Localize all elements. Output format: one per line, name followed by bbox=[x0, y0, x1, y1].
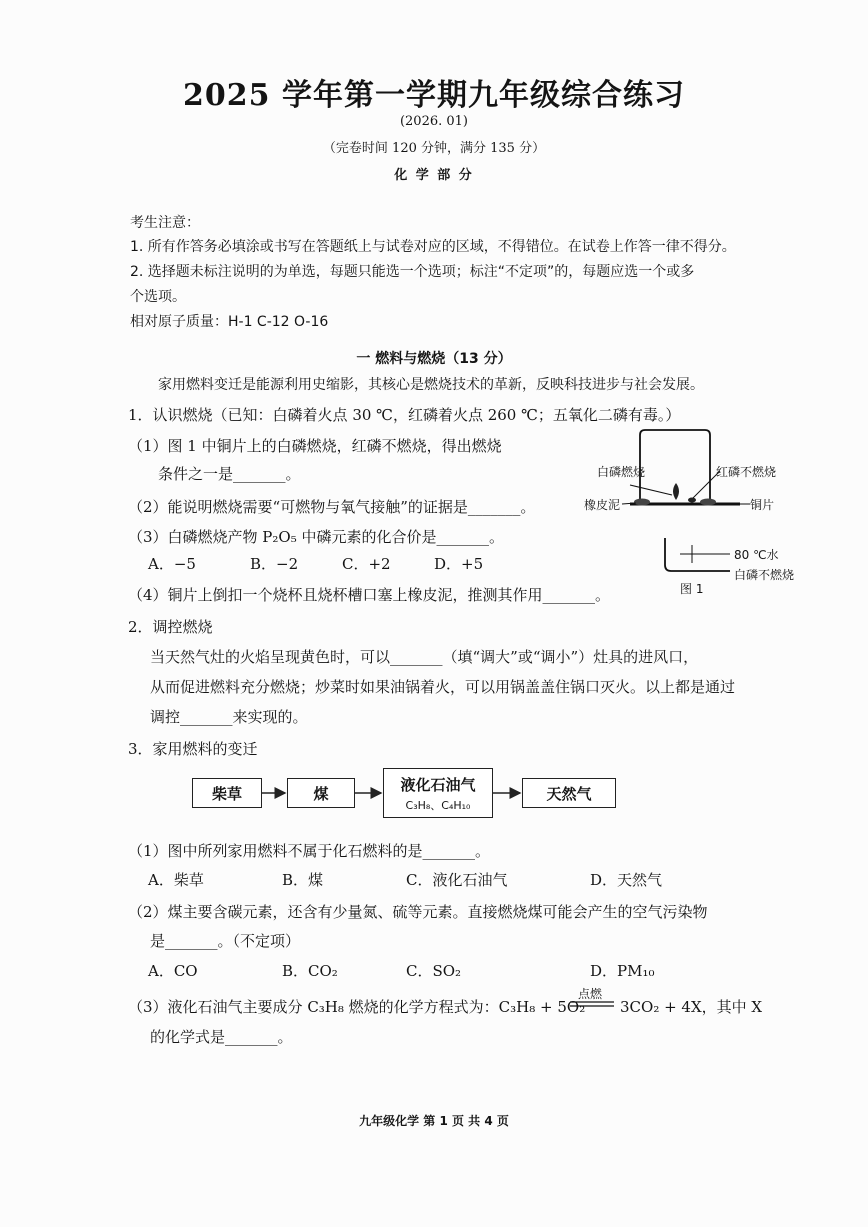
notice-item-1: 1. 所有作答务必填涂或书写在答题纸上与试卷对应的区域，不得错位。在试卷上作答一律不得分。 bbox=[130, 239, 736, 255]
q2-stem: 2．调控燃烧 bbox=[128, 618, 213, 636]
fig-label-white-p-water: 白磷不燃烧 bbox=[734, 568, 795, 582]
q3-part2-option-d: D．PM₁₀ bbox=[590, 962, 655, 980]
q1-part3: （3）白磷燃烧产物 P₂O₅ 中磷元素的化合价是_______。 bbox=[128, 528, 504, 546]
part-heading: 化 学 部 分 bbox=[394, 168, 474, 183]
q3-part1-option-d: D．天然气 bbox=[590, 871, 663, 889]
flow-step-natural-gas-label: 天然气 bbox=[546, 784, 592, 803]
q1-part1-cont: 条件之一是_______。 bbox=[158, 465, 301, 483]
flow-step-firewood-label: 柴草 bbox=[211, 784, 242, 803]
reaction-condition: 点燃 bbox=[578, 987, 603, 1001]
exam-date: (2026. 01) bbox=[399, 114, 469, 129]
section-heading: 一 燃料与燃烧（13 分） bbox=[356, 351, 512, 367]
q3-part3-cont: 的化学式是_______。 bbox=[150, 1028, 293, 1046]
fig-label-red-p: 红磷不燃烧 bbox=[716, 465, 777, 479]
q3-part2-option-c: C．SO₂ bbox=[406, 962, 462, 980]
q3-part2-cont: 是_______。（不定项） bbox=[150, 932, 301, 950]
q3-stem: 3．家用燃料的变迁 bbox=[128, 740, 258, 758]
q3-part2: （2）煤主要含碳元素，还含有少量氮、硫等元素。直接燃烧煤可能会产生的空气污染物 bbox=[128, 903, 708, 921]
q3-part1-option-a: A．柴草 bbox=[148, 871, 204, 889]
atomic-mass: 相对原子质量：H-1 C-12 O-16 bbox=[130, 314, 329, 330]
q1-part3-option-d: D．+5 bbox=[434, 555, 484, 573]
q3-part1: （1）图中所列家用燃料不属于化石燃料的是_______。 bbox=[128, 842, 491, 860]
page-title: 2025 学年第一学期九年级综合练习 bbox=[183, 78, 685, 113]
time-note: （完卷时间 120 分钟，满分 135 分） bbox=[322, 141, 546, 156]
fig-label-copper: 铜片 bbox=[750, 498, 775, 512]
section-intro: 家用燃料变迁是能源利用史缩影，其核心是燃烧技术的革新，反映科技进步与社会发展。 bbox=[158, 377, 704, 393]
equals-sign bbox=[570, 1001, 614, 1009]
q1-stem: 1．认识燃烧（已知：白磷着火点 30 ℃，红磷着火点 260 ℃；五氧化二磷有毒。） bbox=[128, 406, 681, 424]
flow-step-lpg-formula: C₃H₈、C₄H₁₀ bbox=[405, 798, 471, 812]
flow-step-lpg-label: 液化石油气 bbox=[400, 775, 476, 794]
q1-part3-option-b: B．−2 bbox=[250, 555, 299, 573]
page-footer: 九年级化学 第 1 页 共 4 页 bbox=[359, 1114, 509, 1128]
q3-part2-option-a: A．CO bbox=[148, 962, 198, 980]
notice-item-2: 2. 选择题未标注说明的为单选，每题只能选一个选项；标注“不定项”的，每题应选一个或多 bbox=[130, 264, 695, 280]
q3-part1-option-c: C．液化石油气 bbox=[406, 871, 508, 889]
q2-line3: 调控_______来实现的。 bbox=[150, 708, 308, 726]
q3-part2-option-b: B．CO₂ bbox=[282, 962, 338, 980]
notice-item-2-cont: 个选项。 bbox=[130, 289, 186, 305]
q3-part3: （3）液化石油气主要成分 C₃H₈ 燃烧的化学方程式为：C₃H₈ + 5O₂ bbox=[128, 998, 586, 1016]
q1-part1: （1）图 1 中铜片上的白磷燃烧，红磷不燃烧，得出燃烧 bbox=[128, 437, 502, 455]
figure-caption: 图 1 bbox=[680, 582, 704, 596]
q3-part1-option-b: B．煤 bbox=[282, 871, 324, 889]
notice-heading: 考生注意： bbox=[130, 215, 200, 231]
q2-line2: 从而促进燃料充分燃烧；炒菜时如果油锅着火，可以用锅盖盖住锅口灭火。以上都是通过 bbox=[150, 678, 736, 696]
fig-label-water: 80 ℃水 bbox=[734, 548, 779, 562]
q1-part4: （4）铜片上倒扣一个烧杯且烧杯槽口塞上橡皮泥，推测其作用_______。 bbox=[128, 586, 611, 604]
flow-step-coal-label: 煤 bbox=[313, 784, 329, 803]
q3-part3-products: 3CO₂ + 4X，其中 X bbox=[620, 998, 763, 1016]
q1-part3-option-c: C．+2 bbox=[342, 555, 391, 573]
q1-part2: （2）能说明燃烧需要“可燃物与氧气接触”的证据是_______。 bbox=[128, 498, 536, 516]
fig-label-white-p: 白磷燃烧 bbox=[597, 465, 646, 479]
fig-label-clay: 橡皮泥 bbox=[584, 498, 621, 512]
q2-line1: 当天然气灶的火焰呈现黄色时，可以_______（填“调大”或“调小”）灶具的进风口， bbox=[150, 648, 699, 666]
q1-part3-option-a: A．−5 bbox=[148, 555, 196, 573]
